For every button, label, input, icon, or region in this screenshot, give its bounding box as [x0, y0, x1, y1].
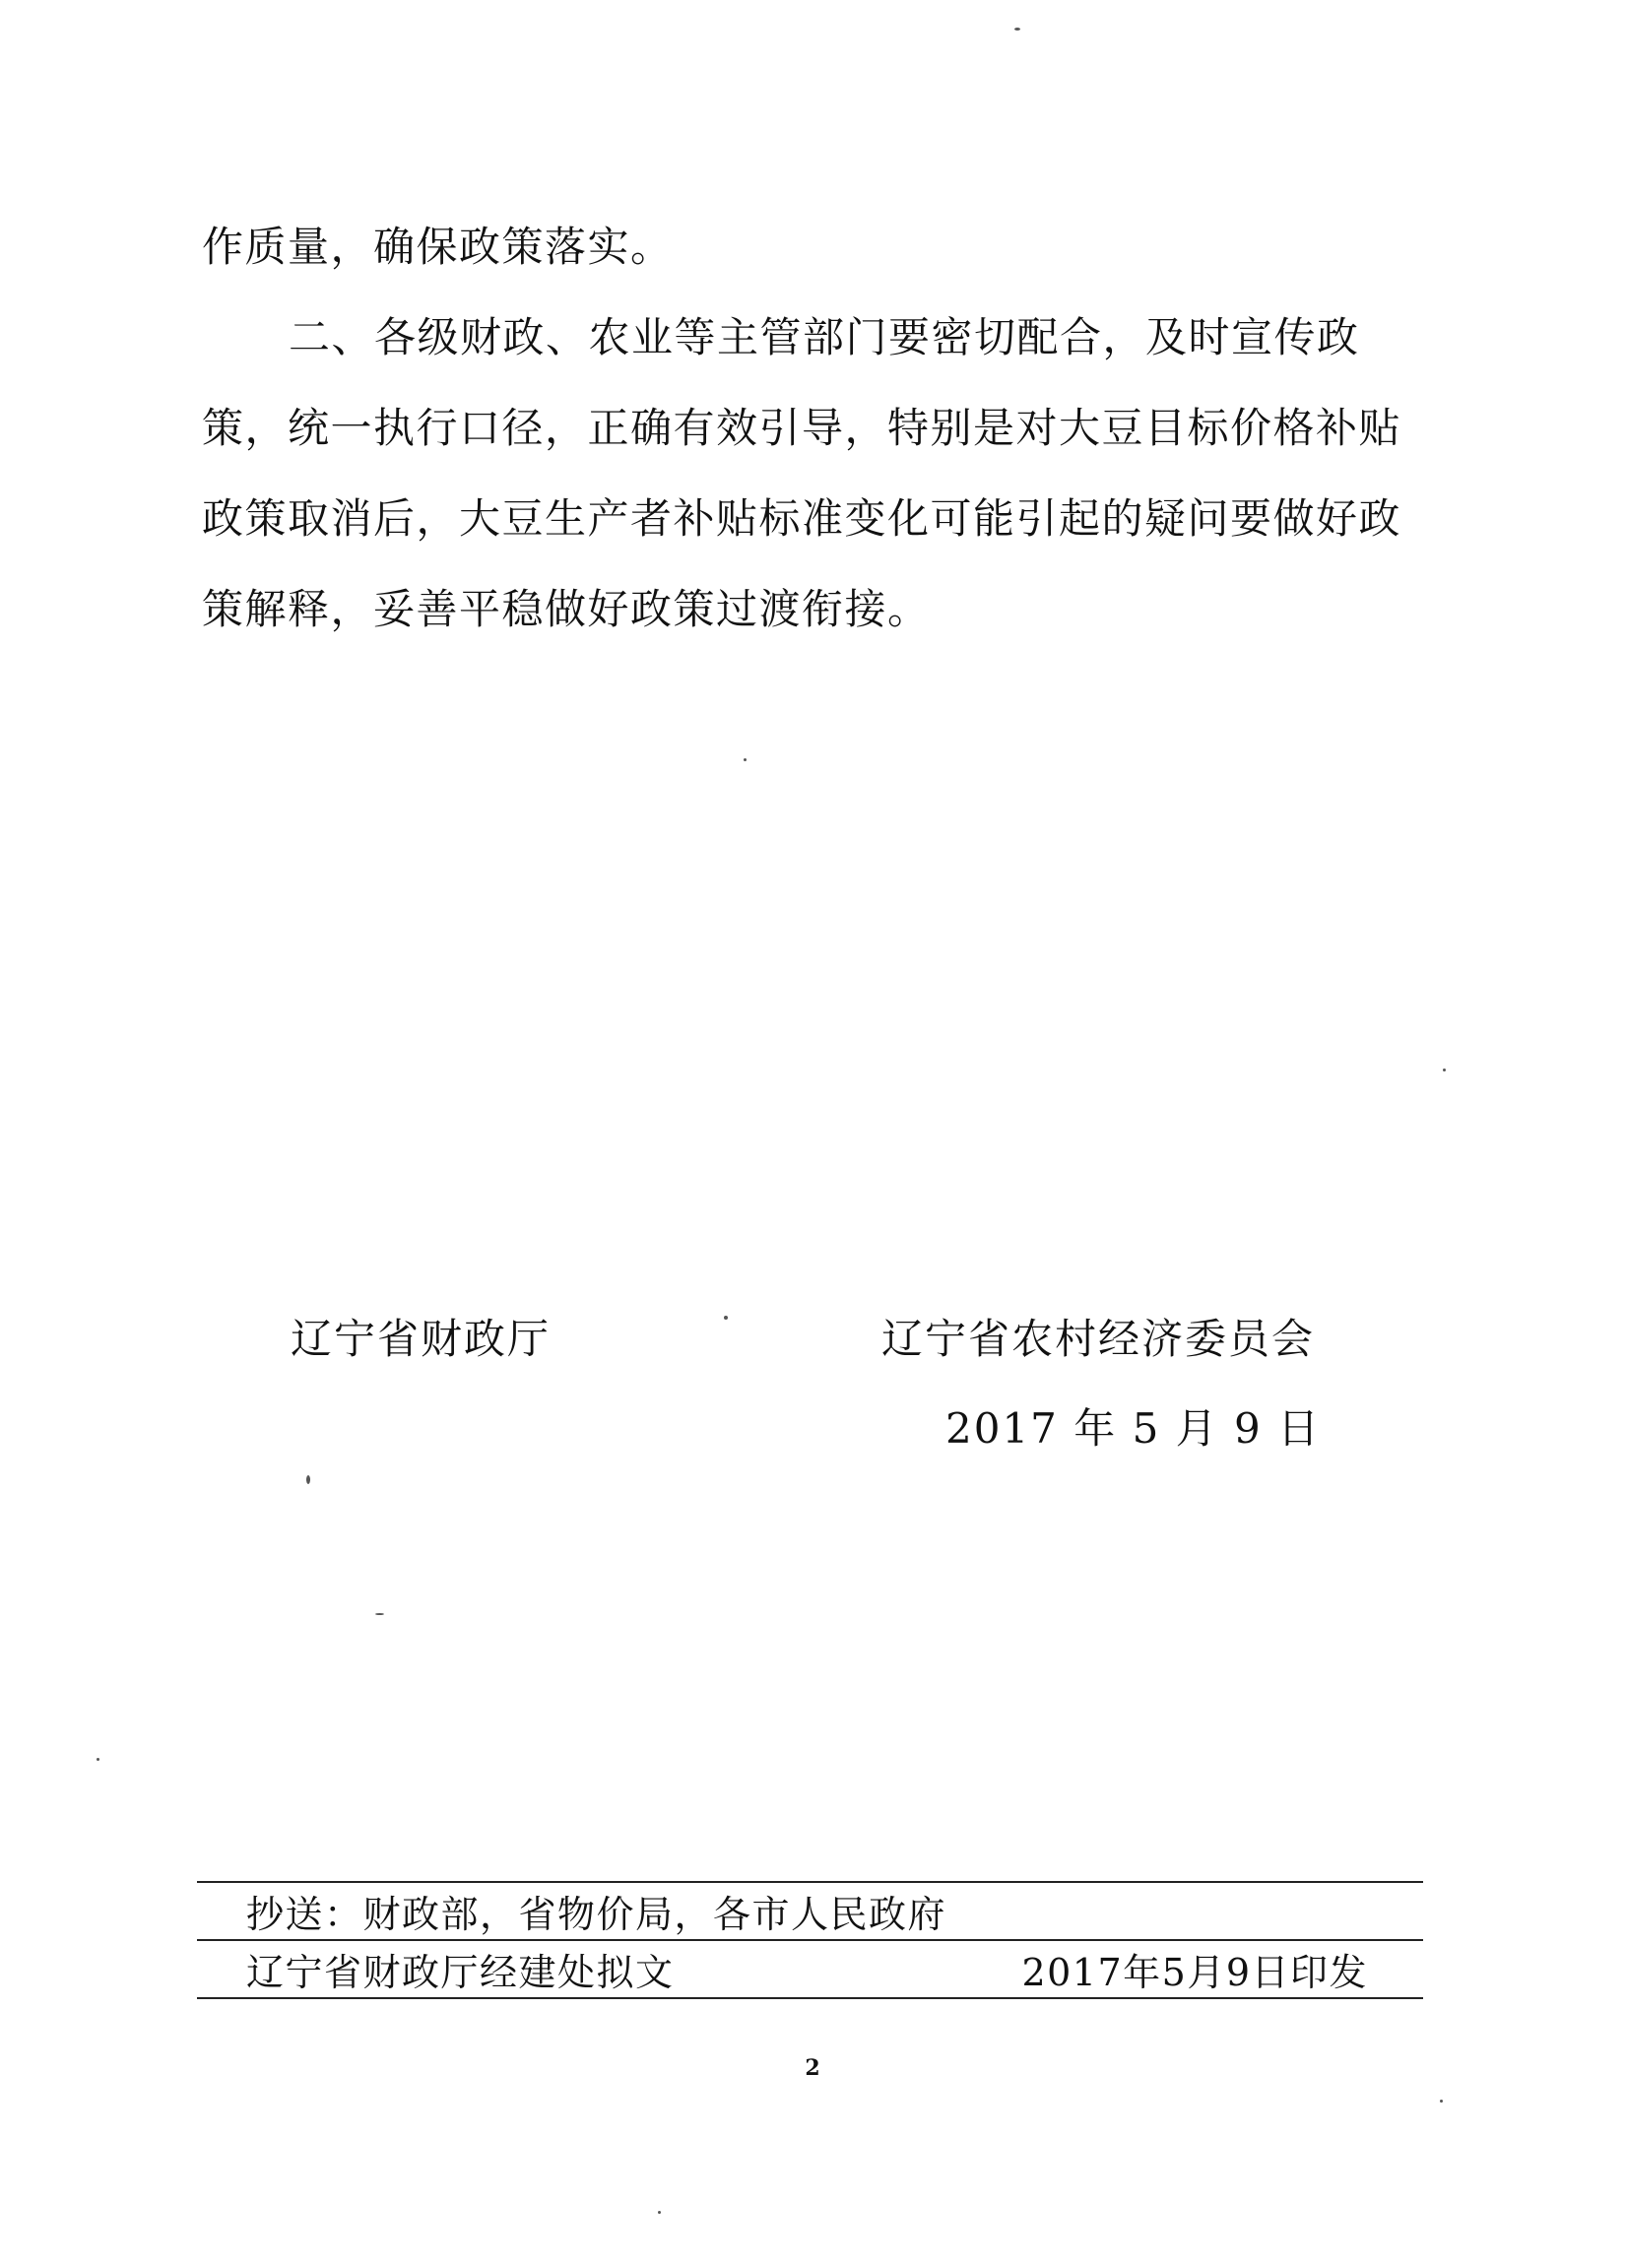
- issue-line: [197, 1941, 1423, 1997]
- scan-speck: [744, 758, 747, 761]
- scan-speck: [1443, 1069, 1446, 1071]
- scan-speck: [97, 1758, 99, 1761]
- scan-speck: [1440, 2100, 1443, 2103]
- issue-date-text: 2017年5月9日印发: [1021, 1951, 1368, 1994]
- paragraph-continuation: 作质量，确保政策落实。: [202, 223, 674, 271]
- scan-speck: [724, 1316, 728, 1320]
- scan-speck: [1014, 28, 1020, 31]
- signature-rural-economy-committee: 辽宁省农村经济委员会: [881, 1315, 1316, 1363]
- signature-date: 2017 年 5 月 9 日: [945, 1404, 1322, 1453]
- scan-speck: [306, 1475, 310, 1484]
- cc-line: 抄送：财政部，省物价局，各市人民政府: [246, 1893, 947, 1936]
- page-number: 2: [805, 2055, 820, 2081]
- drafter-text: 辽宁省财政厅经建处拟文: [246, 1951, 675, 1994]
- body-text: [202, 202, 1423, 655]
- bottom-rule: [197, 1997, 1423, 1999]
- signature-finance-department: 辽宁省财政厅: [291, 1315, 552, 1363]
- distribution-block: [197, 1881, 1423, 1999]
- scan-speck: [658, 2211, 661, 2214]
- paragraph-item-two: 二、各级财政、农业等主管部门要密切配合，及时宣传政策，统一执行口径，正确有效引导，特别是对大豆目标价格补贴政策取消后，大豆生产者补贴标准变化可能引起的疑问要做好政策解释，妥善平稳做好政策过渡衔接。: [202, 313, 1402, 633]
- scan-speck: [375, 1613, 384, 1615]
